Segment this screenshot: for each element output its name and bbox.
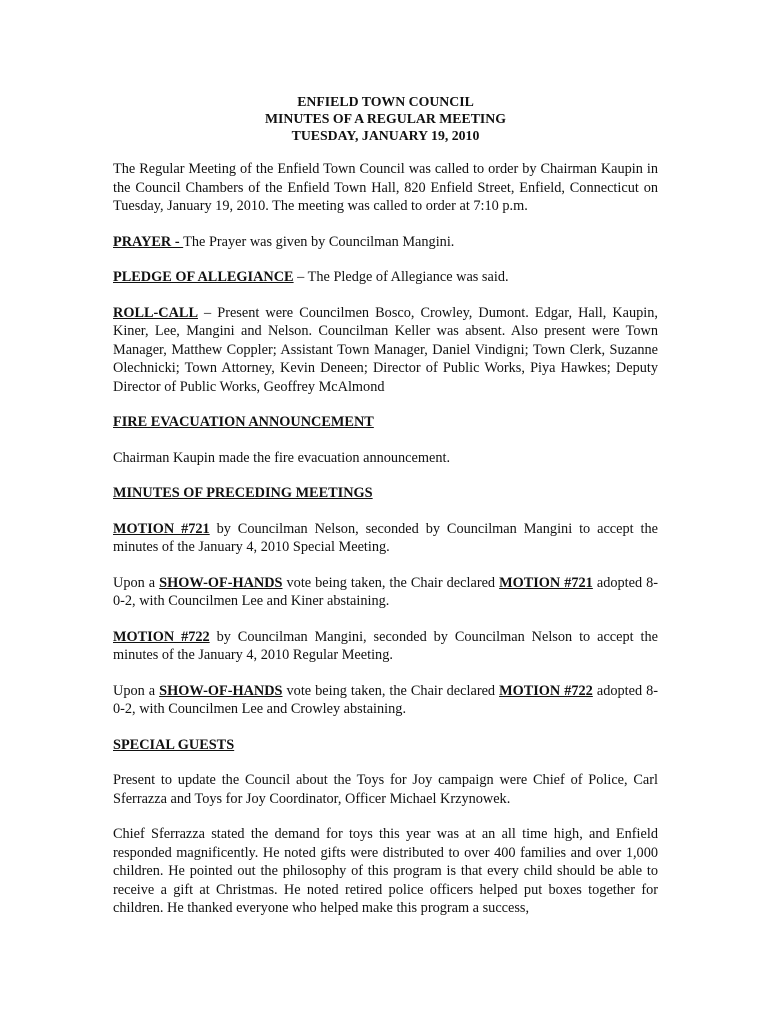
- vote-722-paragraph: [113, 682, 658, 719]
- guests-paragraph-1: Present to update the Council about the Toys for Joy campaign were Chief of Police, Carl Sferrazza and Toys for Joy Coordinator, Officer Michael Krzynowek.: [113, 772, 658, 807]
- title-line-1: ENFIELD TOWN COUNCIL: [297, 94, 474, 109]
- guests-paragraph-2: Chief Sferrazza stated the demand for toys this year was at an all time high, and Enfield responded magnificently. He noted gifts were distributed to over 400 families and over 1,000 children. He pointed out the philosophy of this program is that every child should be able to receive a gift at Christmas. He noted retired police officers helped put boxes together for children. He thanked everyone who helped make this program a success,: [113, 826, 658, 916]
- fire-paragraph: Chairman Kaupin made the fire evacuation announcement.: [113, 449, 451, 466]
- motion-722-text: by Councilman Mangini, seconded by Councilman Nelson to accept the minutes of the January 4, 2010 Regular Meeting.: [113, 628, 658, 663]
- document-title: [113, 93, 658, 144]
- vote-722-pre: Upon a: [113, 682, 160, 699]
- motion-722-label: MOTION #722: [113, 628, 210, 645]
- vote-721-show: SHOW-OF-HANDS: [159, 574, 283, 591]
- rollcall-label: ROLL-CALL: [113, 304, 198, 321]
- vote-721-paragraph: [113, 574, 658, 611]
- prayer-paragraph: [113, 233, 658, 252]
- prayer-label: PRAYER -: [113, 233, 184, 250]
- guests-heading: SPECIAL GUESTS: [113, 736, 235, 753]
- vote-722-motion: MOTION #722: [499, 682, 593, 699]
- document-page: [113, 93, 658, 935]
- fire-heading: FIRE EVACUATION ANNOUNCEMENT: [113, 414, 374, 430]
- minutes-heading: MINUTES OF PRECEDING MEETINGS: [113, 485, 373, 501]
- prayer-text: The Prayer was given by Councilman Mangini.: [183, 233, 455, 250]
- vote-721-pre: Upon a: [113, 574, 160, 591]
- title-line-3: TUESDAY, JANUARY 19, 2010: [291, 128, 480, 143]
- vote-721-mid: vote being taken, the Chair declared: [282, 574, 500, 591]
- motion-721-label: MOTION #721: [113, 520, 210, 537]
- pledge-label: PLEDGE OF ALLEGIANCE: [113, 269, 294, 285]
- vote-722-show: SHOW-OF-HANDS: [159, 682, 283, 699]
- intro-paragraph: The Regular Meeting of the Enfield Town Council was called to order by Chairman Kaupin in the Council Chambers of the Enfield Town Hall, 820 Enfield Street, Enfield, Connecticut on Tuesday, January 19, 2010. The meeting was called to order at 7:10 p.m.: [113, 161, 658, 214]
- motion-721-paragraph: [113, 520, 658, 557]
- vote-722-mid: vote being taken, the Chair declared: [282, 682, 500, 699]
- title-line-2: MINUTES OF A REGULAR MEETING: [265, 111, 506, 126]
- motion-722-paragraph: [113, 628, 658, 665]
- rollcall-text: – Present were Councilmen Bosco, Crowley, Dumont. Edgar, Hall, Kaupin, Kiner, Lee, Mangini and Nelson. Councilman Keller was absent. Also present were Town Manager, Matthew Coppler; Assistant Town Manager, Daniel Vindigni; Town Clerk, Suzanne Olechnicki; Town Attorney, Kevin Deneen; Director of Public Works, Piya Hawkes; Deputy Director of Public Works, Geoffrey McAlmond: [113, 304, 658, 395]
- vote-722-post: adopted 8-0-2, with Councilmen Lee and Crowley abstaining.: [113, 682, 659, 717]
- pledge-text: – The Pledge of Allegiance was said.: [293, 269, 509, 285]
- vote-721-motion: MOTION #721: [499, 574, 593, 591]
- motion-721-text: by Councilman Nelson, seconded by Councilman Mangini to accept the minutes of the January 4, 2010 Special Meeting.: [113, 520, 658, 555]
- pledge-paragraph: [113, 268, 658, 287]
- rollcall-paragraph: [113, 304, 658, 397]
- vote-721-post: adopted 8-0-2, with Councilmen Lee and Kiner abstaining.: [113, 574, 659, 609]
